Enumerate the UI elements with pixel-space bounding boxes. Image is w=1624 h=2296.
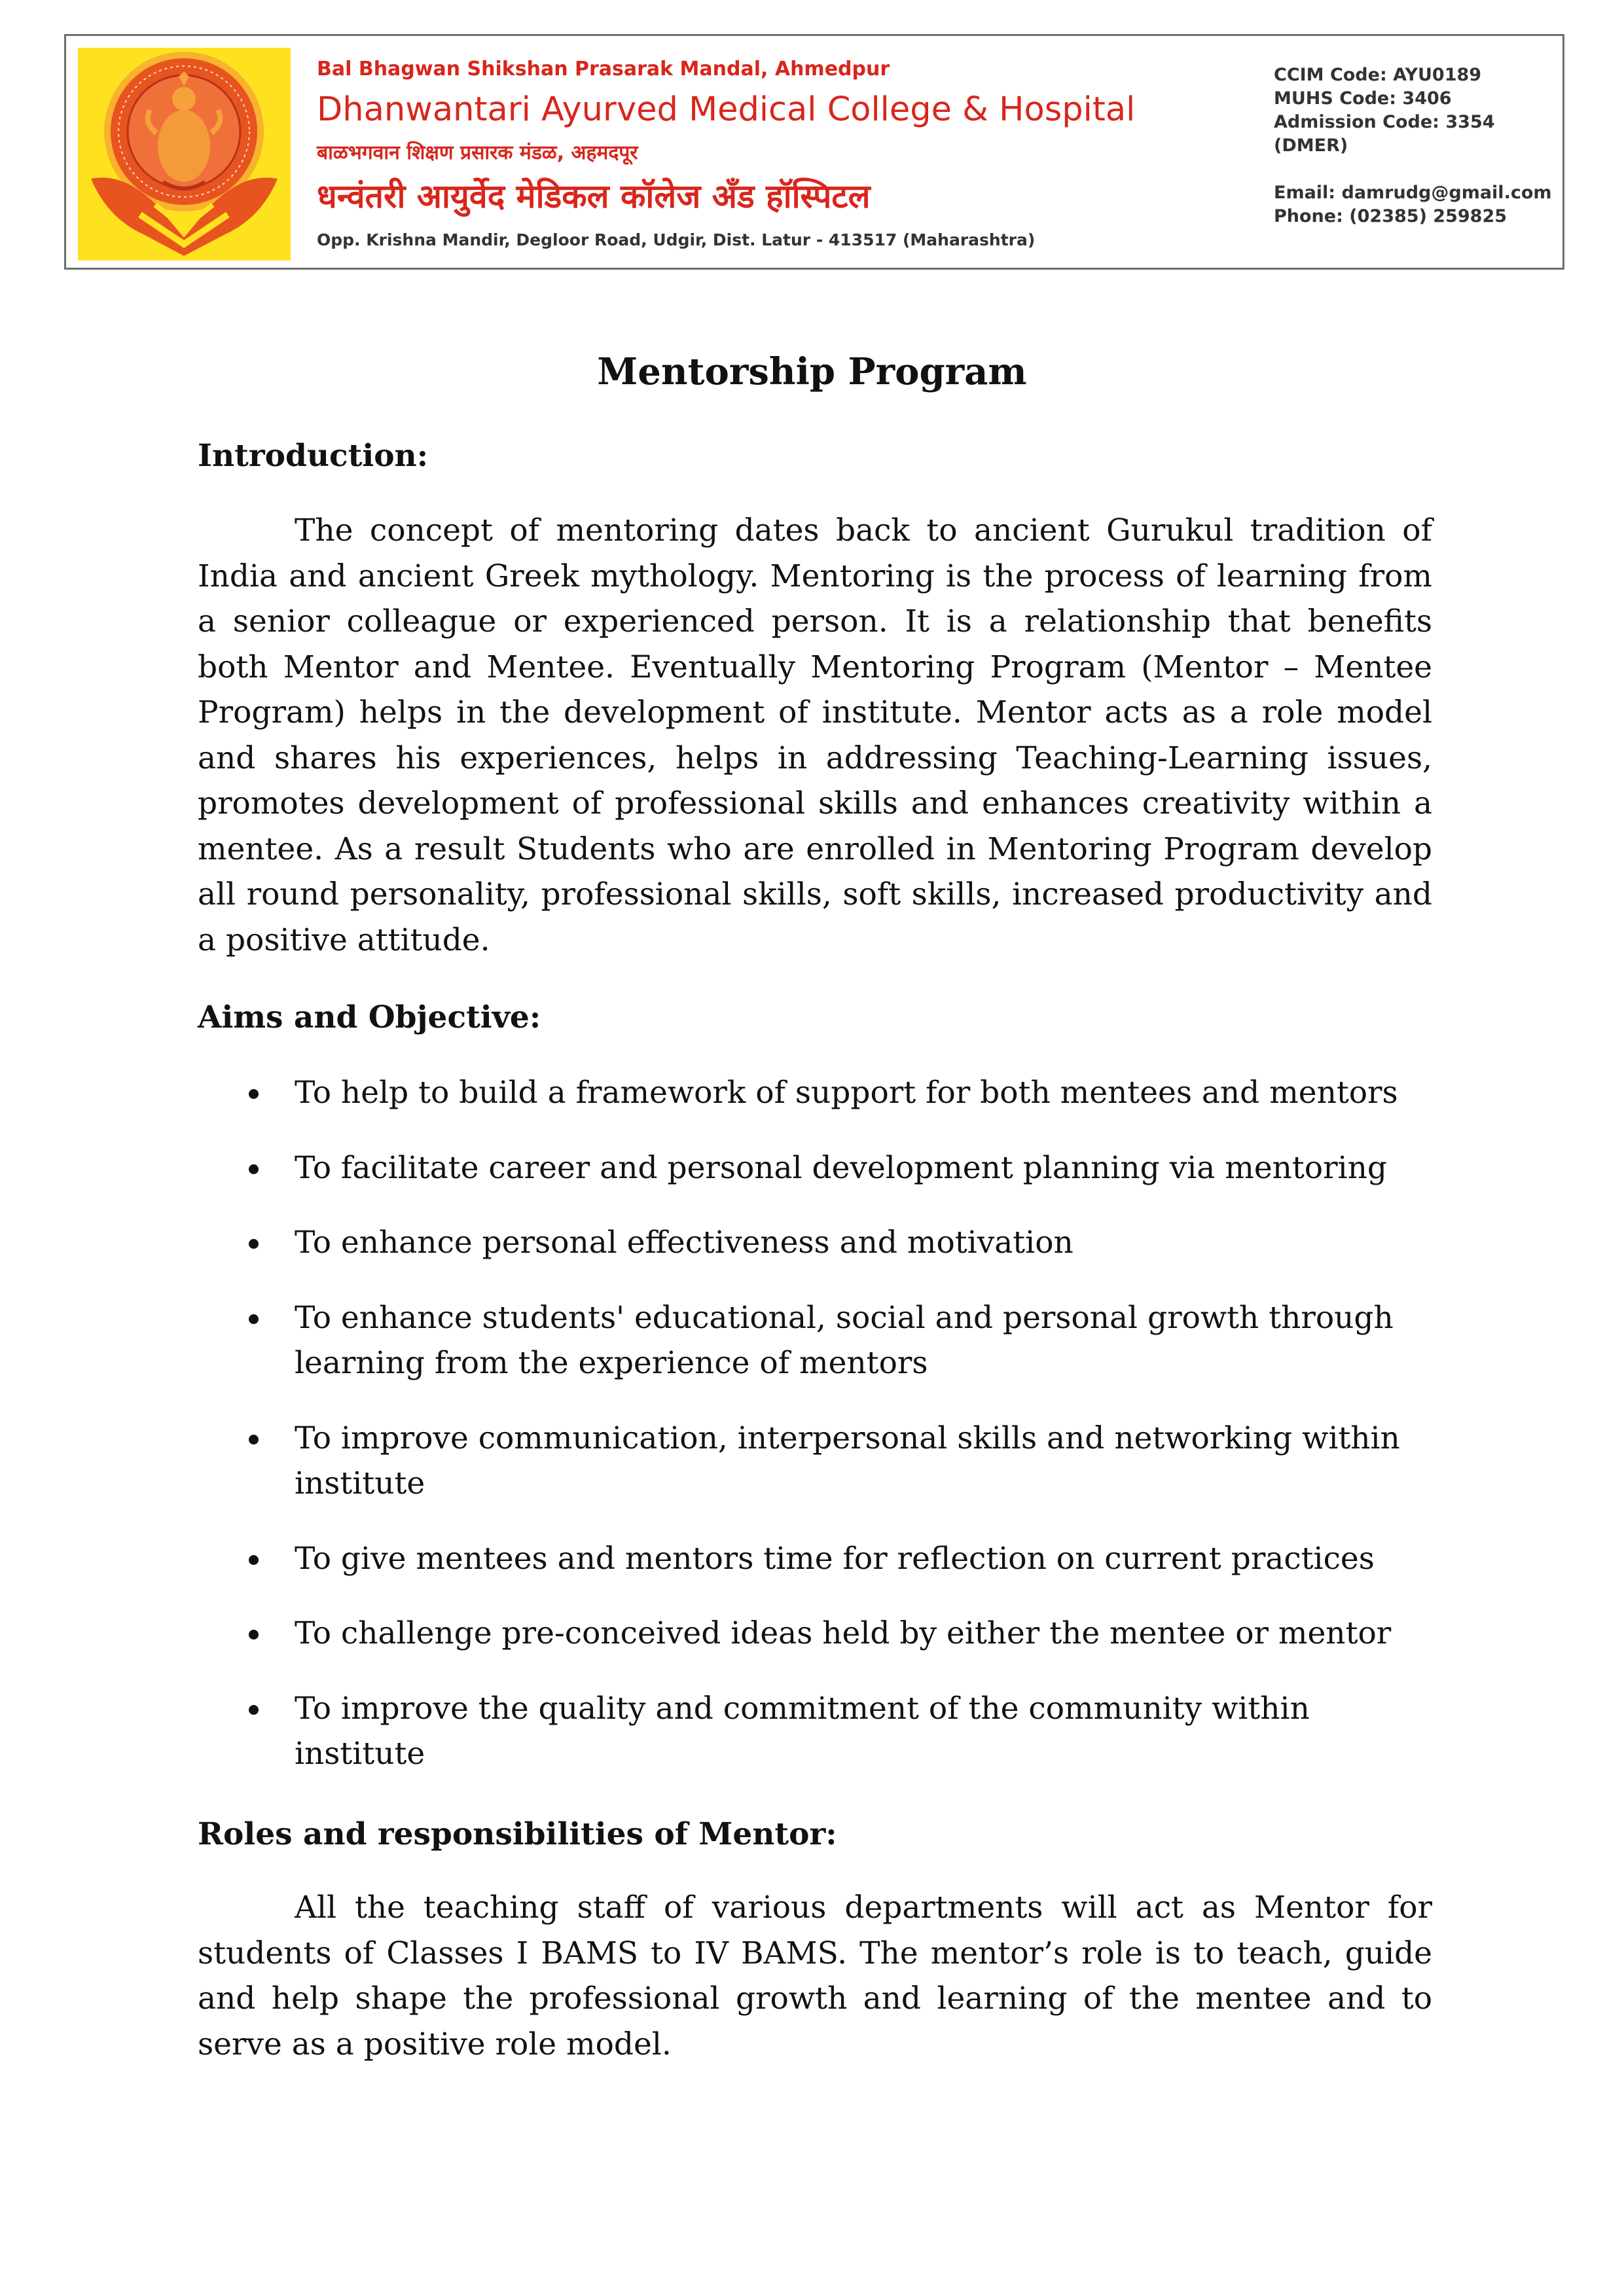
bullet-icon [249, 1314, 259, 1324]
aims-heading: Aims and Objective: [198, 999, 541, 1035]
bullet-icon [249, 1435, 259, 1444]
phone-number: Phone: (02385) 259825 [1274, 206, 1507, 226]
list-item: To facilitate career and personal development planning via mentoring [198, 1145, 1432, 1191]
dmer-label: (DMER) [1274, 135, 1348, 156]
bullet-icon [249, 1089, 259, 1099]
document-title: Mentorship Program [597, 350, 1027, 393]
society-name-english: Bal Bhagwan Shikshan Prasarak Mandal, Ahmedpur [317, 58, 890, 81]
registration-codes [1274, 63, 1495, 158]
society-name-marathi: बाळभगवान शिक्षण प्रसारक मंडळ, अहमदपूर [317, 141, 638, 164]
college-name-english: Dhanwantari Ayurved Medical College & Hospital [317, 90, 1136, 129]
introduction-paragraph: The concept of mentoring dates back to ancient Gurukul tradition of India and ancient Greek mythology. Mentoring is the process of learning from a senior colleague or experienced person. It is a relationship that benefits both Mentor and Mentee. Eventually Mentoring Program (Mentor – Mentee Program) helps in the development of institute. Mentor acts as a role model and shares his experiences, helps in addressing Teaching-Learning issues, promotes development of professional skills and enhances creativity within a mentee. As a result Students who are enrolled in Mentoring Program develop all round personality, professional skills, soft skills, increased productivity and a positive attitude. [198, 512, 1432, 958]
ccim-code: CCIM Code: AYU0189 [1274, 65, 1482, 85]
list-item: To improve communication, interpersonal skills and networking within institute [198, 1416, 1432, 1507]
roles-heading: Roles and responsibilities of Mentor: [198, 1816, 837, 1852]
admission-code: Admission Code: 3354 [1274, 112, 1495, 132]
bullet-icon [249, 1630, 259, 1640]
contact-details [1274, 181, 1552, 228]
aims-list [198, 1070, 1432, 1806]
list-item: To enhance students' educational, social and personal growth through learning from the experience of mentors [198, 1295, 1432, 1386]
list-item: To challenge pre-conceived ideas held by either the mentee or mentor [198, 1611, 1432, 1657]
bullet-icon [249, 1705, 259, 1715]
list-item: To improve the quality and commitment of the community within institute [198, 1686, 1432, 1777]
bullet-icon [249, 1239, 259, 1249]
bullet-icon [249, 1164, 259, 1174]
muhs-code: MUHS Code: 3406 [1274, 88, 1452, 109]
letterhead [64, 34, 1564, 270]
college-address: Opp. Krishna Mandir, Degloor Road, Udgir, Dist. Latur - 413517 (Maharashtra) [317, 230, 1036, 249]
roles-paragraph: All the teaching staff of various departments will act as Mentor for students of Classes I BAMS to IV BAMS. The mentor’s role is to teach, guide and help shape the professional growth and learning of the mentee and to serve as a positive role model. [198, 1890, 1432, 2062]
list-item: To enhance personal effectiveness and motivation [198, 1220, 1432, 1266]
bullet-icon [249, 1555, 259, 1565]
email-address: Email: damrudg@gmail.com [1274, 183, 1552, 203]
list-item: To help to build a framework of support for both mentees and mentors [198, 1070, 1432, 1116]
institution-details [317, 54, 1266, 253]
introduction-heading: Introduction: [198, 438, 429, 474]
college-logo [78, 48, 291, 260]
list-item: To give mentees and mentors time for reflection on current practices [198, 1536, 1432, 1582]
college-name-marathi: धन्वंतरी आयुर्वेद मेडिकल कॉलेज अँड हॉस्पिटल [317, 177, 871, 215]
